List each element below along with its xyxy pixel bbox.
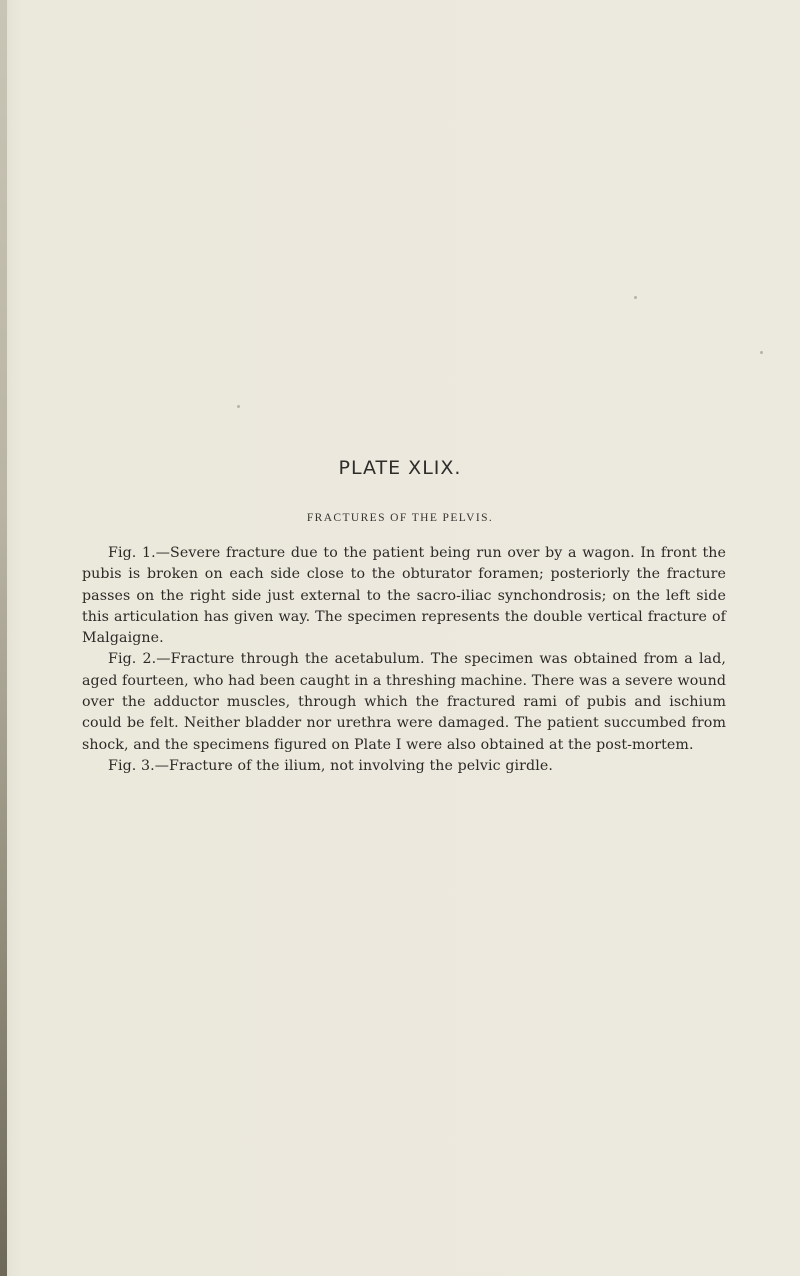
binding-edge: [0, 0, 7, 1276]
figure-1-description: Fig. 1.—Severe fracture due to the patient being run over by a wagon. In front the pubis is broken on each side close to the obturator foramen; posteriorly the fracture passes on the right side just external to the sacro-iliac synchondrosis; on the left side this articulation has given way. The specimen represents the double vertical fracture of Malgaigne.: [82, 545, 726, 647]
plate-subtitle: FRACTURES OF THE PELVIS.: [306, 512, 494, 524]
paper-speck: [760, 351, 763, 354]
figure-3-description: Fig. 3.—Fracture of the ilium, not involving the pelvic girdle.: [108, 757, 553, 774]
figure-descriptions: [82, 543, 726, 777]
paper-speck: [237, 405, 240, 408]
paper-speck: [634, 296, 637, 299]
plate-title: PLATE XLIX.: [338, 457, 462, 479]
figure-2-description: Fig. 2.—Fracture through the acetabulum. The specimen was obtained from a lad, aged fourteen, who had been caught in a threshing machine. There was a severe wound over the adductor muscles, through which the fractured rami of pubis and ischium could be felt. Neither bladder nor urethra were damaged. The patient succumbed from shock, and the specimens figured on Plate I were also obtained at the post-mortem.: [82, 651, 727, 753]
